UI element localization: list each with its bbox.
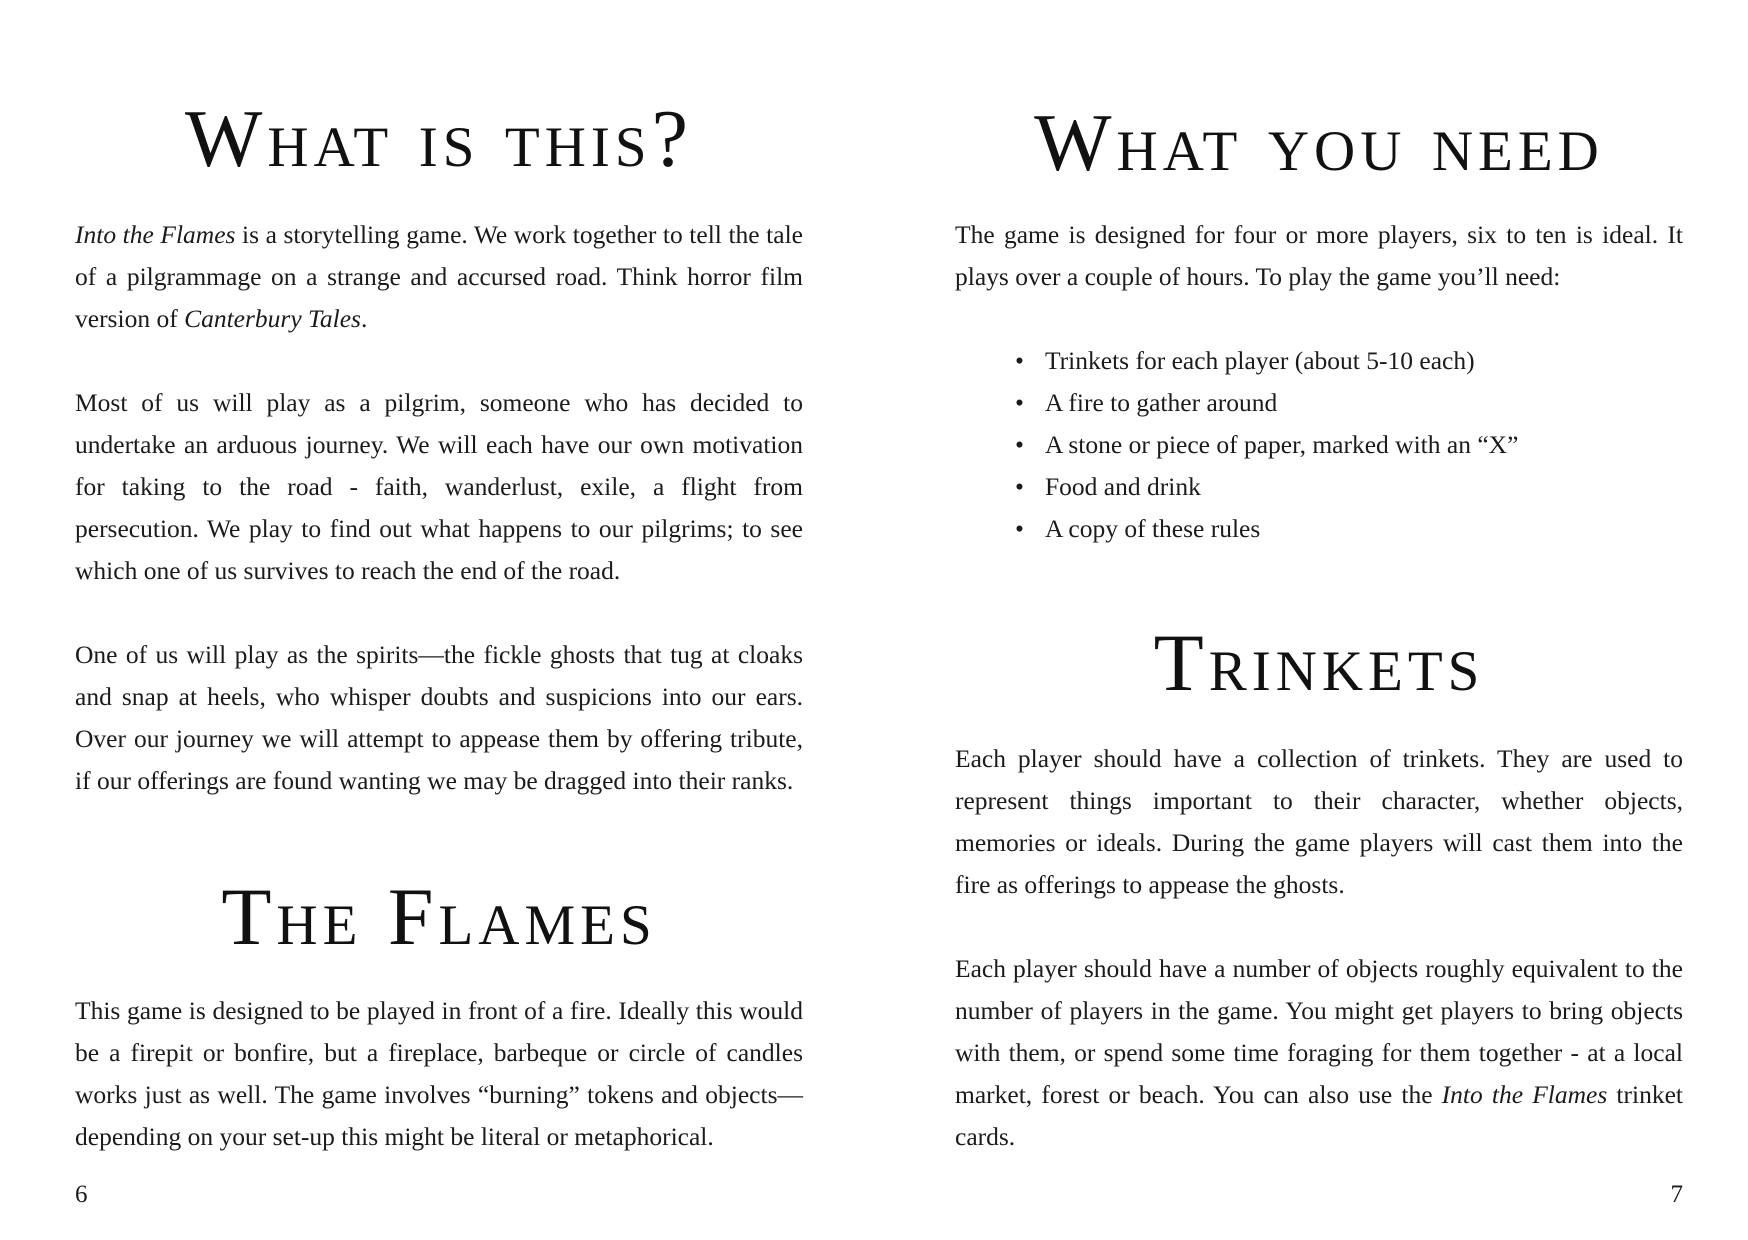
heading-the-flames: The Flames [221, 871, 657, 962]
bullet-icon: • [1015, 430, 1024, 459]
heading-trinkets: Trinkets [1153, 617, 1485, 708]
list-item: • Trinkets for each player (about 5-10 each) [1015, 340, 1518, 382]
bullet-icon: • [1015, 514, 1024, 543]
requirements-list [1015, 340, 1518, 550]
flames-paragraph: This game is designed to be played in front of a fire. Ideally this would be a firepit or bonfire, but a fireplace, barbeque or circle of candles works just as well. The game involves “burning” tokens and objects—depending on your set-up this might be literal or metaphorical. [75, 996, 803, 1151]
list-item: • A fire to gather around [1015, 382, 1518, 424]
list-item: • A stone or piece of paper, marked with an “X” [1015, 424, 1518, 466]
requirements-paragraph: The game is designed for four or more players, six to ten is ideal. It plays over a couple of hours. To play the game you’ll need: [955, 220, 1683, 291]
bullet-icon: • [1015, 346, 1024, 375]
game-title-italic: Into the Flames [75, 220, 236, 249]
heading-what-is-this: What is this? [185, 93, 693, 184]
intro-paragraph: Into the Flames is a storytelling game. We work together to tell the tale of a pilgrammage on a strange and accursed road. Think horror film version of Canterbury Tales. [75, 220, 803, 333]
game-title-italic: Into the Flames [1441, 1080, 1608, 1109]
page-number-left: 6 [75, 1181, 88, 1208]
trinkets-paragraph: Each player should have a collection of trinkets. They are used to represent things important to their character, whether objects, memories or ideals. During the game players will cast them into the fire as offerings to appease the ghosts. [955, 744, 1683, 899]
page-number-right: 7 [1670, 1181, 1683, 1208]
spirits-paragraph: One of us will play as the spirits—the fickle ghosts that tug at cloaks and snap at heels, who whisper doubts and suspicions into our ears. Over our journey we will attempt to appease them by offering tribute, if our offerings are found wanting we may be dragged into their ranks. [75, 640, 803, 795]
canterbury-tales-italic: Canterbury Tales [184, 304, 361, 333]
list-item: • Food and drink [1015, 466, 1518, 508]
bullet-icon: • [1015, 472, 1024, 501]
list-item: • A copy of these rules [1015, 508, 1518, 550]
trinket-objects-paragraph: Each player should have a number of objects roughly equivalent to the number of players in the game. You might get players to bring objects with them, or spend some time foraging for them together - at a local market, forest or beach. You can also use the Into the Flames trinket cards. [955, 954, 1683, 1151]
pilgrim-paragraph: Most of us will play as a pilgrim, someone who has decided to undertake an arduous journey. We will each have our own motivation for taking to the road - faith, wanderlust, exile, a flight from persecution. We play to find out what happens to our pilgrims; to see which one of us survives to reach the end of the road. [75, 388, 803, 585]
bullet-icon: • [1015, 388, 1024, 417]
heading-what-you-need: What you need [1034, 97, 1604, 188]
